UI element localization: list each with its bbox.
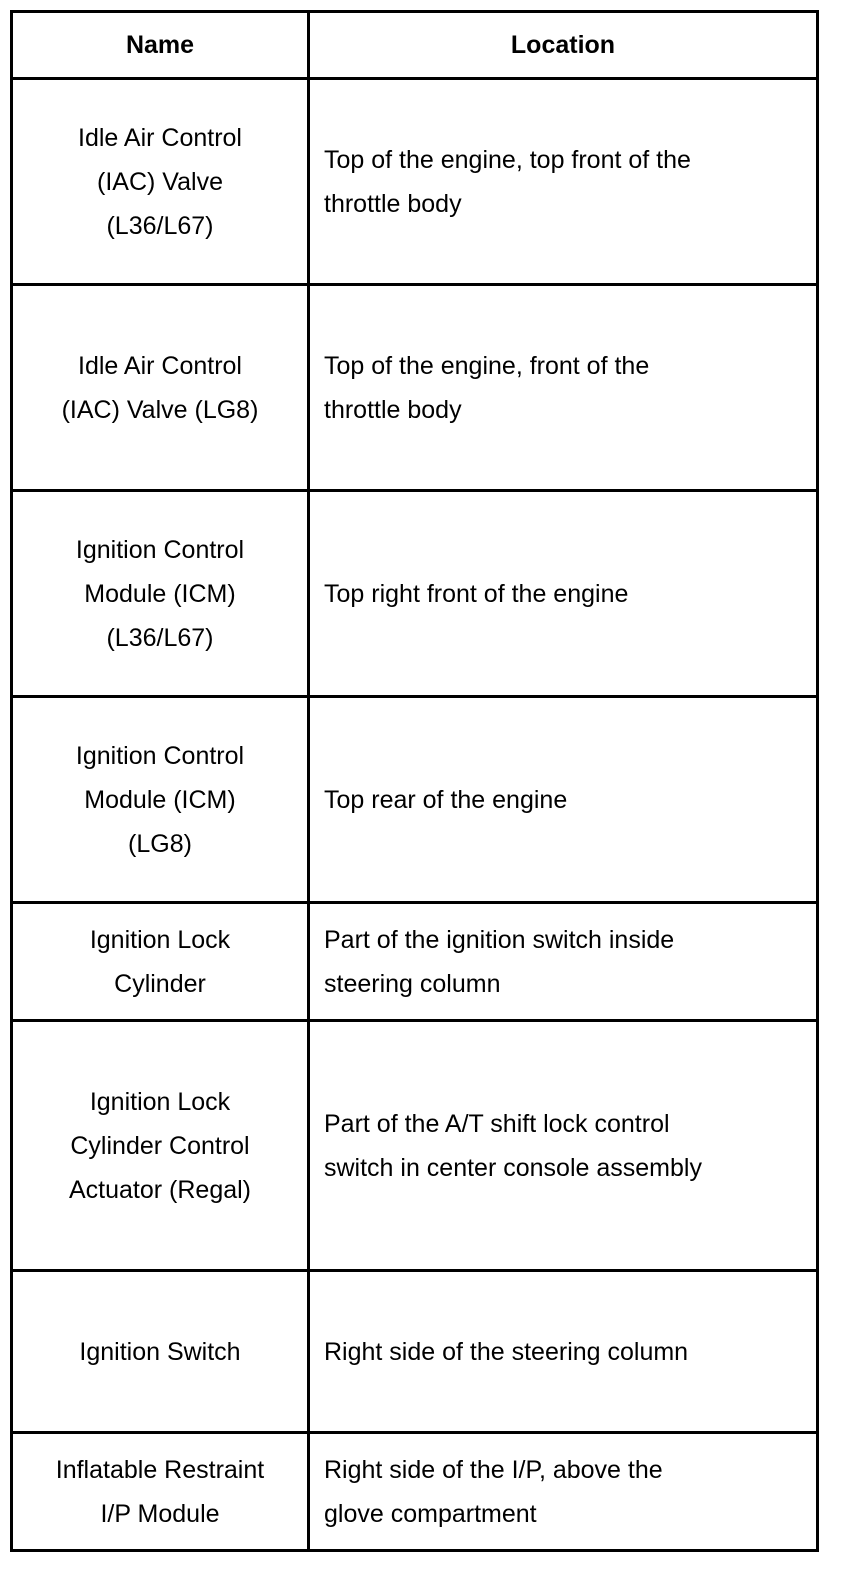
location-column-header: Location bbox=[309, 12, 818, 79]
location-text: Part of the A/T shift lock control switch in center console assembly bbox=[324, 1109, 702, 1182]
name-text: Ignition Switch bbox=[79, 1337, 241, 1366]
location-text: Part of the ignition switch inside steering column bbox=[324, 925, 675, 998]
name-cell bbox=[12, 1433, 309, 1551]
location-text: Right side of the steering column bbox=[324, 1337, 689, 1366]
table-row bbox=[12, 491, 818, 697]
location-cell bbox=[309, 1271, 818, 1433]
name-text: Idle Air Control (IAC) Valve (L36/L67) bbox=[78, 123, 242, 240]
location-cell bbox=[309, 491, 818, 697]
location-cell bbox=[309, 697, 818, 903]
location-text: Top rear of the engine bbox=[324, 785, 568, 814]
table-row bbox=[12, 1433, 818, 1551]
name-cell bbox=[12, 1021, 309, 1271]
location-text: Top of the engine, front of the throttle body bbox=[324, 351, 650, 424]
name-text: Ignition Lock Cylinder bbox=[89, 925, 231, 998]
name-cell bbox=[12, 79, 309, 285]
name-cell bbox=[12, 285, 309, 491]
table-row bbox=[12, 1271, 818, 1433]
name-column-header: Name bbox=[12, 12, 309, 79]
location-cell bbox=[309, 1433, 818, 1551]
location-text: Top right front of the engine bbox=[324, 579, 629, 608]
table-row bbox=[12, 1021, 818, 1271]
table-header-row bbox=[12, 12, 818, 79]
location-text: Right side of the I/P, above the glove compartment bbox=[324, 1455, 663, 1528]
name-cell bbox=[12, 1271, 309, 1433]
table-row bbox=[12, 285, 818, 491]
name-text: Ignition Lock Cylinder Control Actuator (Regal) bbox=[68, 1087, 252, 1204]
name-cell bbox=[12, 903, 309, 1021]
location-cell bbox=[309, 1021, 818, 1271]
name-cell bbox=[12, 697, 309, 903]
name-cell bbox=[12, 491, 309, 697]
name-text: Ignition Control Module (ICM) (LG8) bbox=[75, 741, 245, 858]
name-text: Idle Air Control (IAC) Valve (LG8) bbox=[61, 351, 259, 424]
location-text: Top of the engine, top front of the throttle body bbox=[324, 145, 691, 218]
location-cell bbox=[309, 79, 818, 285]
location-cell bbox=[309, 903, 818, 1021]
table-row bbox=[12, 903, 818, 1021]
location-cell bbox=[309, 285, 818, 491]
table-row bbox=[12, 79, 818, 285]
component-location-table bbox=[10, 10, 819, 1552]
table-row bbox=[12, 697, 818, 903]
name-text: Inflatable Restraint I/P Module bbox=[55, 1455, 265, 1528]
name-text: Ignition Control Module (ICM) (L36/L67) bbox=[75, 535, 245, 652]
